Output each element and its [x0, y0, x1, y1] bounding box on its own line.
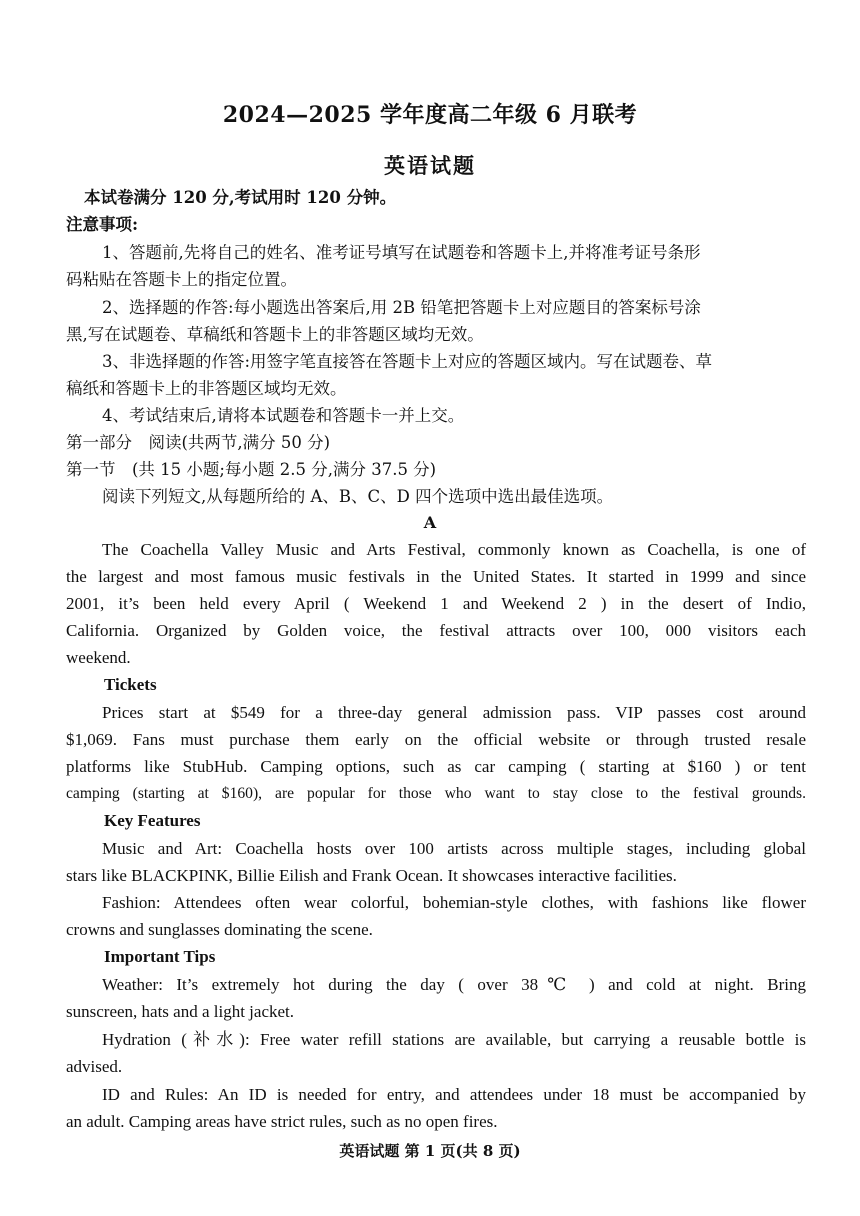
passage-line: ID and Rules: An ID is needed for entry, and attendees under 18 must be accompanied by — [102, 1085, 806, 1104]
tickets-heading: Tickets — [104, 675, 157, 694]
passage-line: stars like BLACKPINK, Billie Eilish and Frank Ocean. It showcases interactive facilities. — [66, 866, 677, 885]
important-tips-heading: Important Tips — [104, 947, 216, 966]
passage-line: Hydration (补水): Free water refill stations are available, but carrying a reusable bottle is — [102, 1030, 806, 1049]
passage-line: the largest and most famous music festivals in the United States. It started in 1999 and since — [66, 567, 806, 586]
notice-label: 注意事项: — [66, 215, 139, 234]
passage-line: $1,069. Fans must purchase them early on the official website or through trusted resale — [66, 730, 806, 749]
passage-line: advised. — [66, 1057, 123, 1076]
part-1-heading: 第一部分 阅读(共两节,满分 50 分) — [66, 433, 331, 452]
passage-line: Prices start at $549 for a three-day general admission pass. VIP passes cost around — [102, 703, 806, 722]
notice-1-line-2: 码粘贴在答题卡上的指定位置。 — [66, 270, 297, 289]
passage-label: A — [423, 513, 437, 532]
passage-line: sunscreen, hats and a light jacket. — [66, 1002, 295, 1021]
passage-line: Music and Art: Coachella hosts over 100 artists across multiple stages, including global — [102, 839, 806, 858]
exam-subtitle: 英语试题 — [384, 153, 476, 178]
passage-line: Weather: It’s extremely hot during the day ( over 38℃ ) and cold at night. Bring — [102, 975, 806, 994]
passage-line: Fashion: Attendees often wear colorful, bohemian-style clothes, with fashions like flower — [102, 893, 806, 912]
passage-line: weekend. — [66, 648, 131, 667]
key-features-heading: Key Features — [104, 811, 201, 830]
passage-line: crowns and sunglasses dominating the scene. — [66, 920, 373, 939]
exam-title: 2024—2025 学年度高二年级 6 月联考 — [222, 102, 638, 128]
passage-line: California. Organized by Golden voice, the festival attracts over 100, 000 visitors each — [66, 621, 806, 640]
passage-line: camping (starting at $160), are popular for those who want to stay close to the festival grounds. — [66, 785, 806, 802]
reading-instruction: 阅读下列短文,从每题所给的 A、B、C、D 四个选项中选出最佳选项。 — [102, 487, 614, 506]
notice-2-line-1: 2、选择题的作答:每小题选出答案后,用 2B 铅笔把答题卡上对应题目的答案标号涂 — [102, 298, 701, 317]
notice-1-line-1: 1、答题前,先将自己的姓名、准考证号填写在试题卷和答题卡上,并将准考证号条形 — [102, 243, 701, 262]
notice-2-line-2: 黑,写在试题卷、草稿纸和答题卡上的非答题区域均无效。 — [66, 325, 484, 344]
notice-3-line-2: 稿纸和答题卡上的非答题区域均无效。 — [66, 379, 347, 398]
page-footer: 英语试题 第 1 页(共 8 页) — [339, 1142, 521, 1160]
score-line: 本试卷满分 120 分,考试用时 120 分钟。 — [84, 188, 397, 207]
notice-3-line-1: 3、非选择题的作答:用签字笔直接答在答题卡上对应的答题区域内。写在试题卷、草 — [102, 352, 713, 371]
section-1-heading: 第一节 (共 15 小题;每小题 2.5 分,满分 37.5 分) — [66, 460, 437, 479]
notice-4: 4、考试结束后,请将本试题卷和答题卡一并上交。 — [102, 406, 465, 425]
passage-line: an adult. Camping areas have strict rules, such as no open fires. — [66, 1112, 498, 1131]
passage-line: 2001, it’s been held every April ( Weekend 1 and Weekend 2 ) in the desert of Indio, — [66, 594, 806, 613]
passage-line: The Coachella Valley Music and Arts Festival, commonly known as Coachella, is one of — [102, 540, 806, 559]
passage-line: platforms like StubHub. Camping options, such as car camping ( starting at $160 ) or tent — [66, 757, 806, 776]
